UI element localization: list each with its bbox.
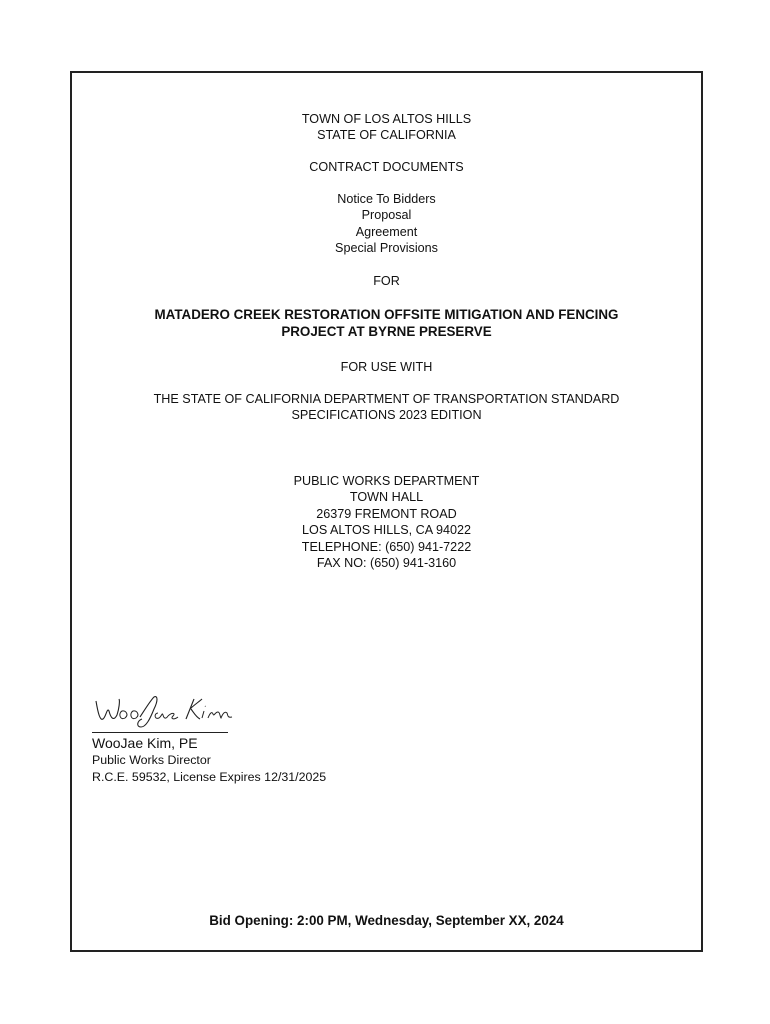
signatory-title: Public Works Director [92, 753, 211, 767]
doc-type: CONTRACT DOCUMENTS [309, 160, 464, 174]
contents-item: Proposal [361, 208, 412, 223]
project-title-line1: MATADERO CREEK RESTORATION OFFSITE MITIGATION AND FENCING [154, 307, 619, 322]
state-name: STATE OF CALIFORNIA [317, 128, 456, 143]
standards-line2: SPECIFICATIONS 2023 EDITION [291, 408, 482, 423]
signatory-block [92, 734, 326, 786]
address-line: TOWN HALL [349, 490, 424, 505]
for-use-with: FOR USE WITH [340, 360, 433, 374]
address-block [72, 473, 701, 571]
address-line: FAX NO: (650) 941-3160 [316, 556, 457, 571]
address-line: PUBLIC WORKS DEPARTMENT [293, 474, 480, 488]
address-line: LOS ALTOS HILLS, CA 94022 [302, 523, 471, 538]
contents-list [72, 191, 701, 257]
project-title-line2: PROJECT AT BYRNE PRESERVE [281, 324, 492, 339]
signature-line [92, 732, 228, 733]
handwritten-signature [94, 691, 234, 731]
project-title [72, 306, 701, 340]
town-name: TOWN OF LOS ALTOS HILLS [301, 112, 472, 126]
standards-block [72, 391, 701, 424]
header-block [72, 111, 701, 144]
standards-line1: THE STATE OF CALIFORNIA DEPARTMENT OF TRANSPORTATION STANDARD [153, 392, 620, 406]
contents-item: Notice To Bidders [337, 192, 436, 206]
document-border [70, 71, 703, 952]
bid-opening: Bid Opening: 2:00 PM, Wednesday, September XX, 2024 [209, 913, 564, 928]
contents-item: Special Provisions [335, 241, 438, 256]
address-line: TELEPHONE: (650) 941-7222 [301, 539, 472, 554]
signatory-license: R.C.E. 59532, License Expires 12/31/2025 [92, 770, 327, 784]
contents-item: Agreement [355, 224, 418, 239]
signatory-name: WooJae Kim, PE [92, 735, 198, 751]
address-line: 26379 FREMONT ROAD [316, 506, 457, 521]
for-label: FOR [373, 274, 400, 288]
